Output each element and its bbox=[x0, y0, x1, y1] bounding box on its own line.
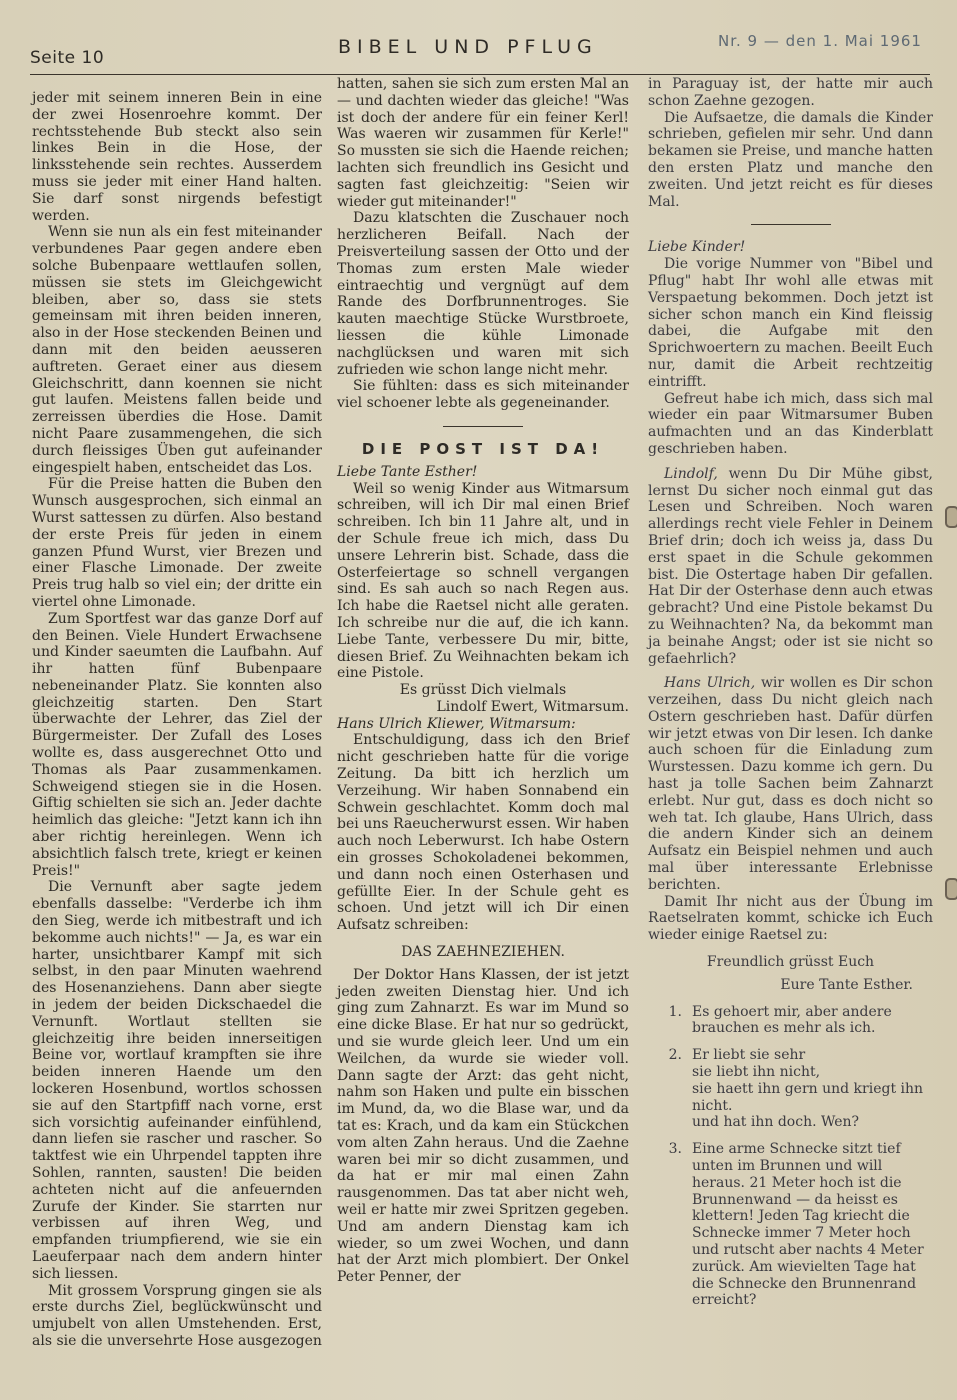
riddle-number: 1. bbox=[668, 1003, 682, 1020]
reply-text: wir wollen es Dir schon verzeihen, dass Du nicht gleich nach Ostern geschrieben hast. Dafür dürfen wir jetzt etwas von Dir lesen. Ich danke auch schoen für die Einladung zum Wurstessen. Dazu komme ich gern. Du hast ja tolle Sachen beim Zahnarzt erlebt. Nur gut, dass es doch nicht so weh tat. Ich glaube, Hans Ulrich, dass die andern Kinder sich an deinem Aufsatz ein Beispiel nehmen und auch mal über interessante Erlebnisse berichten. bbox=[648, 675, 933, 893]
riddle-item bbox=[648, 1141, 933, 1309]
riddle-line: sie haett ihn gern und kriegt ihn nicht. bbox=[692, 1080, 924, 1114]
paragraph: Mit grossem Vorsprung gingen sie als erste durchs Ziel, beglückwünscht und umjubelt von allen Umstehenden. Erst, als sie die unversehrte Hose ausgezogen bbox=[32, 1282, 322, 1349]
paragraph: Die vorige Nummer von "Bibel und Pflug" habt Ihr wohl alle etwas mit Verspaetung bekommen. Doch jetzt ist sicher schon manch ein Kind fleissig dabei, die Aufgabe mit den Sprichwoertern zu machen. Beeilt Euch nur, damit die Arbeit rechtzeitig eintrifft. bbox=[648, 256, 933, 390]
paragraph: Die Vernunft aber sagte jedem ebenfalls dasselbe: "Verderbe ich ihm den Sieg, werde ich mitbestraft und ich bekomme auch nichts!" — Ja, es war ein harter, unsichtbarer Kampf mit sich selbst, in den paar Minuten waehrend des Hosenanziehens. Dann aber siegte in jedem der beiden Dickschaedel die Vernunft. Wortlaut stellten sie gleichzeitig ihre beiden innerseitigen Beine vor, wortlauf krampften sie ihre beiden inneren Haende um den lockeren Hosenbund, wortlos schossen sie auf den Startpfiff nach vorne, erst sich vorsichtig aufeinander einfühlend, dann liefen sie rascher und rascher. So taktfest wie ein Uhrpendel tappten ihre Sohlen, rannten, sausten! Die beiden achteten nicht auf die anfeuernden Zurufe der Kinder. Sie starrten nur verbissen auf ihren Weg, und empfanden triumpfierend, wie sie ein Laeuferpaar nach dem andern hinter sich liessen. bbox=[32, 879, 322, 1282]
masthead-title: BIBEL UND PFLUG bbox=[338, 36, 598, 58]
column-3 bbox=[648, 76, 933, 1309]
letter-body: Entschuldigung, dass ich den Brief nicht geschrieben hatte für die vorige Zeitung. Da bitt ich herzlich um Verzeihung. Wir haben Sonnabend ein Schwein geschlachtet. Komm doch mal bei uns Raeucherwurst essen. Wir haben auch noch Leberwurst. Ich habe Ostern ein grosses Schokoladenei bekommen, und dann noch einen Osterhasen und gefüllte Eier. In der Schule geht es schoen. Und jetzt will ich Dir einen Aufsatz schreiben: bbox=[337, 732, 629, 934]
paragraph: Für die Preise hatten die Buben den Wunsch ausgesprochen, sich einmal an Wurst sattessen zu dürfen. Also bestand der erste Preis für jeden in einem ganzen Pfund Wurst, vier Brezen und einer Flasche Limonade. Der zweite Preis trug halb so viel ein; der dritte ein viertel ohne Limonade. bbox=[32, 476, 322, 610]
reply-name: Hans Ulrich, bbox=[664, 675, 756, 692]
page-header bbox=[0, 0, 957, 80]
section-divider bbox=[751, 224, 831, 225]
column-2 bbox=[337, 76, 629, 1286]
paragraph: Sie fühlten: dass es sich miteinander viel schoener lebte als gegeneinander. bbox=[337, 378, 629, 412]
riddle-number: 3. bbox=[668, 1141, 682, 1158]
reply-text: wenn Du Dir Mühe gibst, lernst Du sicher noch einmal gut das Lesen und Schreiben. Noch waren allerdings recht viele Fehler in Deinem Brief drin; doch ich weiss ja, dass Du erst spaet in die Schule gekommen bist. Die Ostertage haben Dir gefallen. Hat Dir der Osterhase denn auch etwas gebracht? Und eine Pistole bekamst Du zu Weihnachten? Na, da bekommt man ja beinahe Angst; oder ist sie nicht so gefaehrlich? bbox=[648, 465, 933, 667]
riddle-item bbox=[648, 1047, 933, 1131]
paragraph: in Paraguay ist, der hatte mir auch schon Zaehne gezogen. bbox=[648, 76, 933, 109]
riddle-line: sie liebt ihn nicht, bbox=[692, 1064, 821, 1081]
paragraph: jeder mit seinem inneren Bein in eine der zwei Hosenroehre kommt. Der rechtsstehende Bub steckt also sein linkes Bein in die Hose, der linksstehende sein rechtes. Ausserdem muss sie jeder mit einer Hand halten. Sie darf sonst nirgends befestigt werden. bbox=[32, 90, 322, 224]
paragraph: Die Aufsaetze, die damals die Kinder schrieben, gefielen mir sehr. Und dann bekamen sie Preise, und manche hatten den ersten Platz und manche den zweiten. Und jetzt reicht es für dieses Mal. bbox=[648, 109, 933, 210]
closing-greeting: Freundlich grüsst Euch bbox=[706, 954, 875, 971]
paragraph: Dazu klatschten die Zuschauer noch herzlicheren Beifall. Nach der Preisverteilung sassen der Otto und der Thomas zum ersten Male wieder eintraechtig und vergnügt auf dem Rande des Dorfbrunnentroges. Sie kauten maechtige Stücke Wurstbroete, liessen die kühle Limonade nachglücksen und waren mit sich zufrieden wie schon lange nicht mehr. bbox=[337, 210, 629, 378]
letter-body: Weil so wenig Kinder aus Witmarsum schreiben, will ich Dir mal einen Brief schreiben. Ich bin 11 Jahre alt, und in der Schule freue ich mich, dass Du unsere Lehrerin bist. Schade, dass die Osterfeiertage so schnell vergangen sind. Es sah auch so nach Regen aus. Ich habe die Raetsel nicht alle geraten. Ich schreibe nur die auf, die ich kann. Liebe Tante, verbessere Du mir, bitte, diesen Brief. Zu Weihnachten bekam ich eine Pistole. bbox=[337, 480, 629, 682]
letter-signature: Lindolf Ewert, Witmarsum. bbox=[436, 698, 629, 715]
essay-title: DAS ZAEHNEZIEHEN. bbox=[401, 944, 565, 961]
reply-lindolf bbox=[648, 466, 933, 668]
header-rule bbox=[30, 74, 930, 75]
page-number: Seite 10 bbox=[30, 48, 105, 68]
section-divider bbox=[443, 426, 523, 427]
reply-salutation: Liebe Kinder! bbox=[648, 239, 746, 256]
riddle-line: Eine arme Schnecke sitzt tief unten im Brunnen und will heraus. 21 Meter hoch ist die Brunnenwand — da heisst es klettern! Jeden Tag kriecht die Schnecke immer 7 Meter hoch und rutscht aber nachts 4 Meter zurück. Am wievielten Tage hat die Schnecke den Brunnenrand erreicht? bbox=[692, 1141, 924, 1309]
riddle-line: Es gehoert mir, aber andere brauchen es mehr als ich. bbox=[692, 1003, 892, 1037]
riddle-number: 2. bbox=[668, 1047, 682, 1064]
binding-clip bbox=[945, 878, 957, 900]
letter-salutation: Liebe Tante Esther! bbox=[337, 463, 478, 480]
binding-clip bbox=[945, 506, 957, 528]
letter-greeting: Es grüsst Dich vielmals bbox=[399, 682, 567, 699]
essay-body: Der Doktor Hans Klassen, der ist jetzt jeden zweiten Dienstag hier. Und ich ging zum Zahnarzt. Es war im Mund so eine dicke Blase. Er hat nur so gedrückt, und sie wurde gleich leer. Und um ein Weilchen, da wurde sie wieder voll. Dann sagte der Arzt: das geht nicht, nahm son Haken und pulte ein bisschen im Mund, da, wo die Blase war, und da tat es: Krach, und da kam ein Stückchen vom alten Zahn heraus. Und die Zaehne waren bei mir so dicht zusammen, und da hat er mir mal einen Zahn rausgenommen. Das tat aber nicht weh, weil er hatte mir zwei Spritzen gegeben. Und am andern Dienstag kam ich wieder, so um zwei Wochen, und dann hat der Arzt mich plombiert. Der Onkel Peter Penner, der bbox=[337, 966, 629, 1286]
paragraph: Gefreut habe ich mich, dass sich mal wieder ein paar Witmarsumer Buben aufmachten und an das Kinderblatt geschrieben haben. bbox=[648, 390, 933, 457]
reply-name: Lindolf, bbox=[664, 465, 718, 482]
riddle-line: Er liebt sie sehr bbox=[692, 1047, 806, 1064]
paragraph: hatten, sahen sie sich zum ersten Mal an — und dachten wieder das gleiche! "Was ist doch der andere für ein feiner Kerl! Was waeren wir zusammen für Kerle!" So mussten sie sich die Haende reichen; lachten sich freundlich ins Gesicht und sagten fast gleichzeitig: "Seien wir wieder gut miteinander!" bbox=[337, 76, 629, 210]
paragraph: Zum Sportfest war das ganze Dorf auf den Beinen. Viele Hundert Erwachsene und Kinder saeumten die Laufbahn. Auf ihr hatten fünf Bubenpaare nebeneinander Platz. Sie konnten also gleichzeitig starten. Den Start überwachte der Lehrer, das Ziel der Bürgermeister. Der Zufall des Loses wollte es, dass ausgerechnet Otto und Thomas als Paar zusammenkamen. Schweigend stiegen sie in die Hosen. Giftig schielten sie sich an. Jeder dachte heimlich das gleiche: "Jetzt kann ich ihn aber richtig hereinlegen. Wenn ich absichtlich falsch trete, kriegt er keinen Preis!" bbox=[32, 610, 322, 879]
section-title: DIE POST IST DA! bbox=[361, 439, 605, 458]
letter-salutation: Hans Ulrich Kliewer, Witmarsum: bbox=[337, 715, 576, 732]
riddle-line: und hat ihn doch. Wen? bbox=[692, 1114, 860, 1131]
riddle-item bbox=[648, 1004, 933, 1038]
reply-hans bbox=[648, 675, 933, 893]
paragraph: Wenn sie nun als ein fest miteinander verbundenes Paar gegen andere eben solche Bubenpaare wettlaufen sollen, müssen sie stets im Gleichgewicht bleiben, aber so, dass sie stets gemeinsam mit ihren beiden inneren, also in der Hose steckenden Beinen und dann mit den beiden aeusseren auftreten. Geraet einer aus diesem Gleichschritt, dann koennen sie nicht gut laufen. Meistens fallen beide und zerreissen überdies die Hose. Damit nicht Paare zusammengehen, die sich durch fleissiges Üben gut aufeinander eingespielt haben, entscheidet das Los. bbox=[32, 224, 322, 476]
closing-signature: Eure Tante Esther. bbox=[780, 976, 913, 993]
issue-date: Nr. 9 — den 1. Mai 1961 bbox=[718, 32, 922, 50]
paragraph: Damit Ihr nicht aus der Übung im Raetselraten kommt, schicke ich Euch wieder einige Raetsel zu: bbox=[648, 893, 933, 944]
column-1 bbox=[32, 90, 322, 1350]
